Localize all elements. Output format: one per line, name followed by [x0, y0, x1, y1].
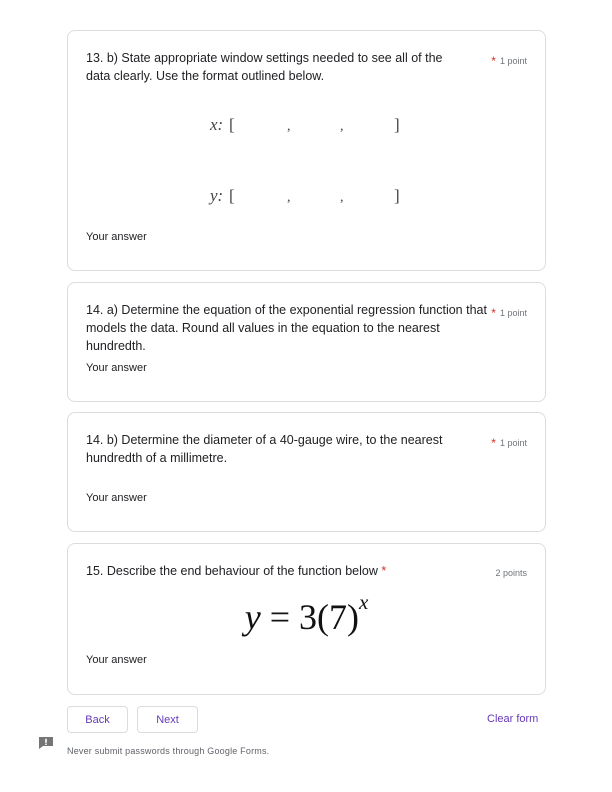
question-title: 13. b) State appropriate window settings needed to see all of the data clearly. Use the format outlined below. [86, 51, 443, 83]
back-button[interactable]: Back [67, 706, 128, 733]
open-bracket: [ [229, 115, 235, 134]
y-axis-label: y: [210, 186, 224, 205]
question-points [491, 435, 527, 449]
equation-lhs: y [244, 597, 261, 637]
question-card-14b [67, 412, 546, 532]
answer-input[interactable]: Your answer [86, 231, 147, 243]
question-points: 2 points [495, 568, 527, 578]
window-y-format [210, 186, 410, 208]
required-asterisk: * [381, 564, 387, 578]
report-abuse-icon[interactable] [38, 736, 54, 750]
answer-input[interactable]: Your answer [86, 362, 147, 374]
required-asterisk: * [491, 306, 496, 320]
password-warning: Never submit passwords through Google Forms. [67, 746, 270, 756]
comma: , [340, 190, 344, 205]
equation-rhs: = 3(7) [260, 597, 359, 637]
open-bracket: [ [229, 186, 235, 205]
comma: , [340, 119, 344, 134]
question-title-text: 15. Describe the end behaviour of the function below [86, 564, 378, 578]
required-asterisk: * [491, 54, 496, 68]
question-title: 14. b) Determine the diameter of a 40-gauge wire, to the nearest hundredth of a millimetre. [86, 433, 443, 465]
question-title: 14. a) Determine the equation of the exponential regression function that models the data. Round all values in the equation to the nearest hundredth. [86, 303, 487, 353]
clear-form-button[interactable]: Clear form [487, 713, 539, 725]
question-points [491, 53, 527, 67]
answer-input[interactable]: Your answer [86, 492, 147, 504]
points-label: 1 point [499, 56, 527, 66]
question-title [86, 562, 486, 580]
question-card-15 [67, 543, 546, 695]
comma: , [287, 190, 291, 205]
equation-exponent: x [358, 590, 369, 614]
close-bracket: ] [394, 115, 400, 134]
function-equation [68, 590, 545, 638]
question-card-13b [67, 30, 546, 271]
close-bracket: ] [394, 186, 400, 205]
x-axis-label: x: [210, 115, 224, 134]
question-points [491, 305, 527, 319]
points-label: 1 point [499, 438, 527, 448]
required-asterisk: * [491, 436, 496, 450]
next-button[interactable]: Next [137, 706, 198, 733]
answer-input[interactable]: Your answer [86, 654, 147, 666]
comma: , [287, 119, 291, 134]
question-card-14a [67, 282, 546, 402]
window-x-format [210, 115, 410, 137]
points-label: 1 point [499, 308, 527, 318]
